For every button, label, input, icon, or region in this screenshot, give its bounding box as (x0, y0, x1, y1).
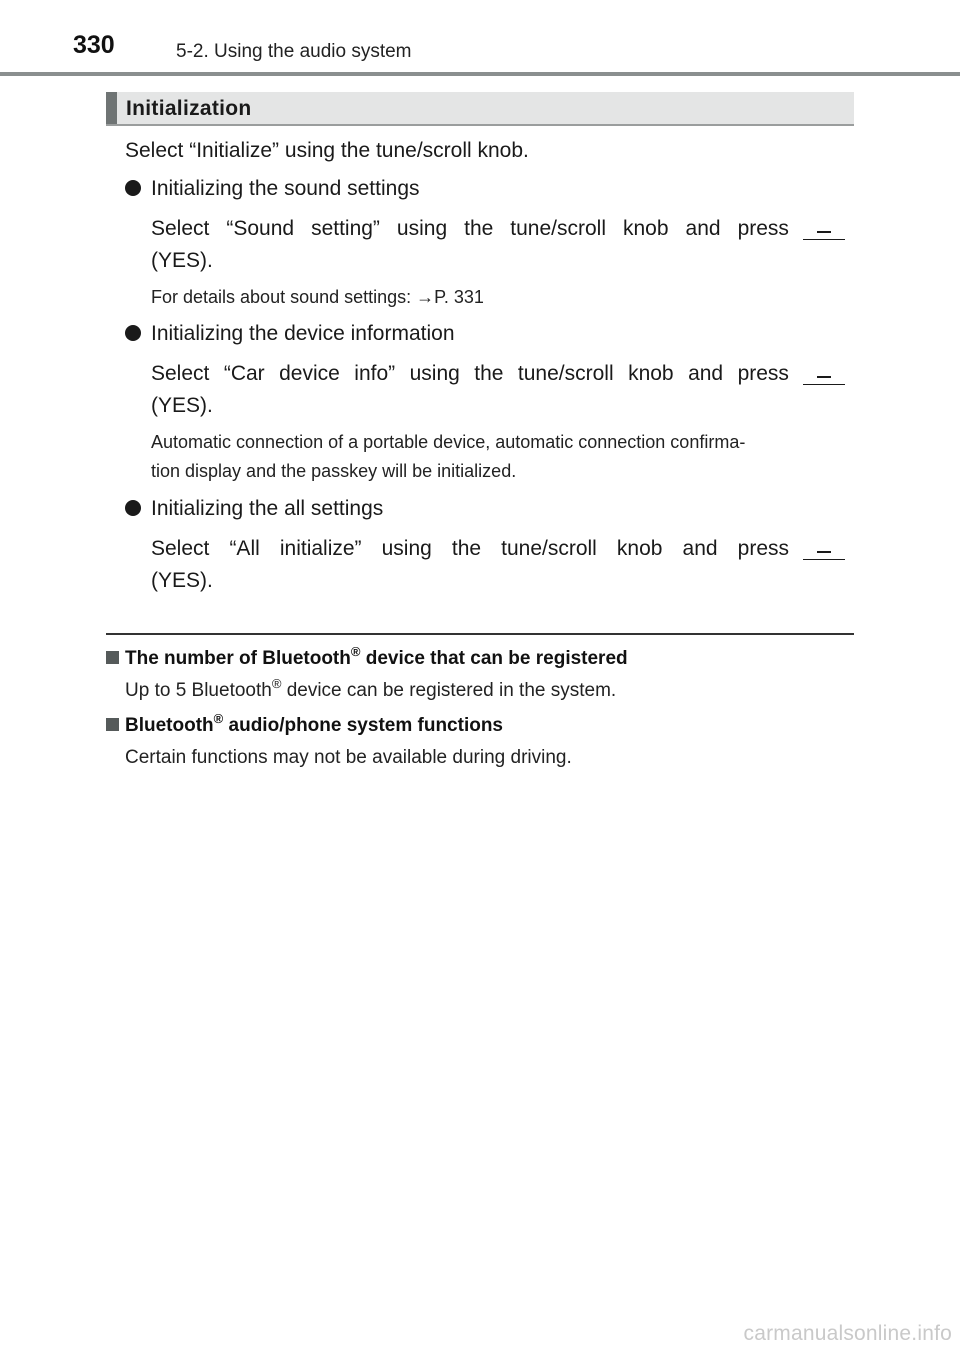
bullet-heading-text: Initializing the device information (151, 322, 455, 345)
step-word: the (474, 362, 504, 385)
bullet-heading-device (125, 321, 455, 347)
bullet-icon (125, 500, 141, 516)
step-end: (YES). (151, 569, 213, 592)
step-sound (151, 213, 845, 277)
bullet-heading-all (125, 496, 383, 522)
info-body-bluetooth-count: Up to 5 Bluetooth® device can be registered in the system. (125, 676, 617, 701)
step-word: press (737, 362, 789, 385)
step-word: Select (151, 217, 210, 240)
step-word: knob (628, 362, 674, 385)
step-end: (YES). (151, 249, 213, 272)
step-word: “Sound (226, 217, 295, 240)
bullet-heading-text: Initializing the sound settings (151, 177, 420, 200)
yes-button-icon (803, 371, 845, 385)
square-bullet-icon (106, 718, 119, 731)
note-device (151, 428, 851, 486)
section-title: Initialization (126, 97, 252, 120)
step-word: and (682, 537, 718, 560)
step-word: using (396, 217, 448, 240)
bullet-icon (125, 325, 141, 341)
step-word: tune/scroll (517, 362, 614, 385)
bullet-heading-sound (125, 176, 420, 202)
watermark: carmanualsonline.info (743, 1322, 952, 1345)
step-device (151, 358, 845, 422)
step-word: info” (354, 362, 396, 385)
step-word: Select (151, 537, 210, 560)
note-sound: For details about sound settings: →P. 331 (151, 287, 484, 307)
step-word: tune/scroll (501, 537, 597, 560)
step-word: setting” (311, 217, 380, 240)
header-rule (0, 72, 960, 76)
step-word: the (451, 537, 482, 560)
bullet-icon (125, 180, 141, 196)
yes-button-icon (803, 226, 845, 240)
step-word: press (737, 217, 789, 240)
step-word: “Car (223, 362, 265, 385)
section-title-bar (106, 92, 854, 126)
step-word: Select (151, 362, 210, 385)
step-word: and (688, 362, 724, 385)
step-end: (YES). (151, 394, 213, 417)
step-word: device (279, 362, 340, 385)
intro-text: Select “Initialize” using the tune/scroll knob. (125, 139, 529, 162)
step-word: and (685, 217, 721, 240)
info-body-bluetooth-functions: Certain functions may not be available during driving. (125, 747, 572, 768)
step-word: press (737, 537, 789, 560)
step-word: the (464, 217, 494, 240)
step-word: initialize” (279, 537, 362, 560)
divider (106, 633, 854, 635)
square-bullet-icon (106, 651, 119, 664)
step-word: using (381, 537, 432, 560)
step-word: using (409, 362, 460, 385)
step-all (151, 533, 845, 597)
step-word: tune/scroll (510, 217, 607, 240)
note-line: Automatic connection of a portable device, automatic connection confirma- (151, 432, 746, 452)
section-bar-accent (106, 92, 117, 124)
yes-button-icon (803, 546, 845, 560)
section-path: 5-2. Using the audio system (176, 41, 412, 62)
step-word: “All (229, 537, 260, 560)
step-word: knob (616, 537, 663, 560)
bullet-heading-text: Initializing the all settings (151, 497, 384, 520)
info-heading-bluetooth-functions: Bluetooth® audio/phone system functions (106, 714, 503, 738)
step-word: knob (623, 217, 669, 240)
note-line: tion display and the passkey will be initialized. (151, 461, 517, 481)
info-heading-bluetooth-count: The number of Bluetooth® device that can be registered (106, 647, 628, 671)
page-number: 330 (73, 31, 115, 59)
